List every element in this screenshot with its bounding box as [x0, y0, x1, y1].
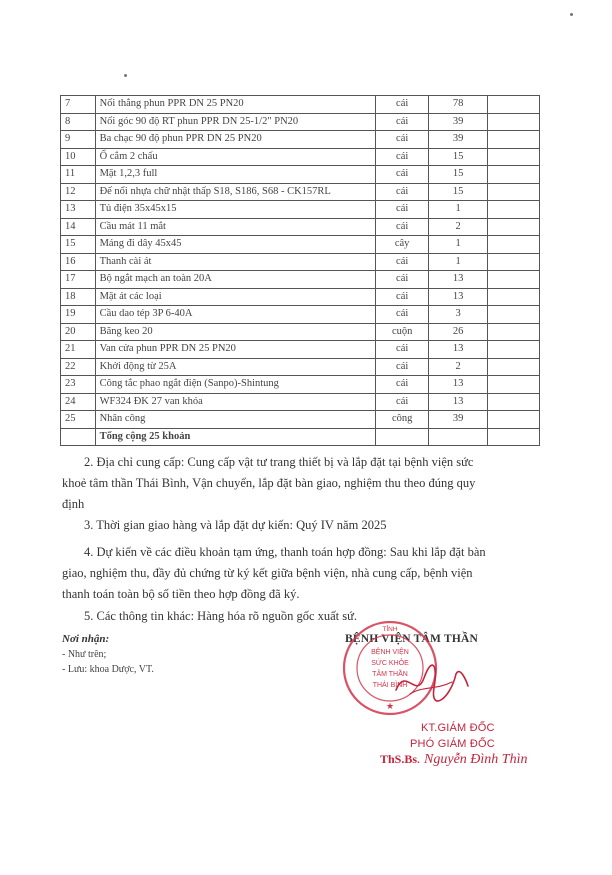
- note-cell: [487, 131, 539, 149]
- total-label: Tổng cộng 25 khoản: [95, 428, 376, 446]
- svg-text:★: ★: [385, 701, 395, 711]
- unit-cell: cái: [376, 253, 429, 271]
- note-cell: [487, 323, 539, 341]
- table-row: [61, 323, 540, 341]
- quantity-cell: 13: [429, 271, 488, 289]
- quantity-cell: 39: [429, 131, 488, 149]
- row-number-cell: 17: [61, 271, 96, 289]
- note-cell: [487, 358, 539, 376]
- table-row: [61, 113, 540, 131]
- row-number-cell: 19: [61, 306, 96, 324]
- unit-cell: cái: [376, 376, 429, 394]
- unit-cell: cái: [376, 271, 429, 289]
- quantity-cell: 13: [429, 341, 488, 359]
- items-table: [60, 95, 540, 446]
- table-row: [61, 393, 540, 411]
- unit-cell: cuộn: [376, 323, 429, 341]
- unit-cell: cái: [376, 131, 429, 149]
- note-cell: [487, 271, 539, 289]
- recipient-line: - Như trên;: [62, 649, 107, 660]
- unit-cell: cái: [376, 341, 429, 359]
- unit-cell: cái: [376, 148, 429, 166]
- row-number-cell: 8: [61, 113, 96, 131]
- item-name-cell: Công tắc phao ngắt điện (Sanpo)-Shintung: [95, 376, 376, 394]
- quantity-cell: 1: [429, 253, 488, 271]
- row-number-cell: 20: [61, 323, 96, 341]
- table-row: [61, 341, 540, 359]
- note-cell: [487, 288, 539, 306]
- unit-cell: cái: [376, 201, 429, 219]
- table-row: [61, 306, 540, 324]
- row-number-cell: 15: [61, 236, 96, 254]
- recipients-title: Nơi nhận:: [62, 633, 110, 645]
- quantity-cell: 2: [429, 218, 488, 236]
- item-name-cell: WF324 ĐK 27 van khóa: [95, 393, 376, 411]
- quantity-cell: 3: [429, 306, 488, 324]
- row-number-cell: 22: [61, 358, 96, 376]
- paragraph-delivery-address-line3: định: [62, 497, 85, 511]
- note-cell: [487, 183, 539, 201]
- note-cell: [487, 96, 539, 114]
- row-number-cell: 10: [61, 148, 96, 166]
- signer-name-block: ThS.Bs. Nguyễn Đình Thìn: [380, 752, 528, 767]
- unit-cell: công: [376, 411, 429, 429]
- table-row: [61, 236, 540, 254]
- quantity-cell: 1: [429, 236, 488, 254]
- svg-text:BỆNH VIỆN: BỆNH VIỆN: [371, 649, 409, 656]
- table-row: [61, 131, 540, 149]
- row-number-cell: 23: [61, 376, 96, 394]
- row-number-cell: 13: [61, 201, 96, 219]
- table-row: [61, 376, 540, 394]
- table-row: [61, 358, 540, 376]
- unit-cell: cái: [376, 166, 429, 184]
- item-name-cell: Nối góc 90 độ RT phun PPR DN 25-1/2" PN20: [95, 113, 376, 131]
- row-number-cell: 9: [61, 131, 96, 149]
- table-row: [61, 183, 540, 201]
- item-name-cell: Thanh cài át: [95, 253, 376, 271]
- handwritten-signature: [392, 660, 472, 705]
- note-cell: [487, 148, 539, 166]
- item-name-cell: Khởi động từ 25A: [95, 358, 376, 376]
- signer-role-line2: PHÓ GIÁM ĐỐC: [410, 738, 495, 750]
- svg-text:SỨC KHỎE: SỨC KHỎE: [371, 660, 409, 667]
- unit-cell: cây: [376, 236, 429, 254]
- row-number-cell: 25: [61, 411, 96, 429]
- unit-cell: cái: [376, 218, 429, 236]
- quantity-cell: 15: [429, 183, 488, 201]
- unit-cell: cái: [376, 358, 429, 376]
- svg-text:TỈNH: TỈNH: [382, 626, 398, 633]
- table-row: [61, 271, 540, 289]
- item-name-cell: Nhân công: [95, 411, 376, 429]
- total-empty-cell: [376, 428, 429, 446]
- item-name-cell: Máng đi dây 45x45: [95, 236, 376, 254]
- scan-speck: [124, 74, 127, 77]
- item-name-cell: Băng keo 20: [95, 323, 376, 341]
- unit-cell: cái: [376, 393, 429, 411]
- note-cell: [487, 306, 539, 324]
- row-number-cell: 14: [61, 218, 96, 236]
- scan-speck: [570, 13, 573, 16]
- table-row: [61, 218, 540, 236]
- quantity-cell: 15: [429, 148, 488, 166]
- unit-cell: cái: [376, 113, 429, 131]
- row-number-cell: 12: [61, 183, 96, 201]
- row-number-cell: 21: [61, 341, 96, 359]
- note-cell: [487, 236, 539, 254]
- note-cell: [487, 218, 539, 236]
- paragraph-other-info: 5. Các thông tin khác: Hàng hóa rõ nguồn gốc xuất sứ.: [84, 609, 358, 623]
- item-name-cell: Đế nổi nhựa chữ nhật thấp S18, S186, S68 - CK157RL: [95, 183, 376, 201]
- total-empty-cell: [429, 428, 488, 446]
- note-cell: [487, 376, 539, 394]
- item-name-cell: Bộ ngắt mạch an toàn 20A: [95, 271, 376, 289]
- note-cell: [487, 411, 539, 429]
- note-cell: [487, 113, 539, 131]
- quantity-cell: 2: [429, 358, 488, 376]
- paragraph-payment-terms-line3: thanh toán toàn bộ số tiền theo hợp đồng đã ký.: [62, 587, 300, 601]
- paragraph-delivery-address-line2: khoẻ tâm thần Thái Bình, Vận chuyển, lắp đặt bàn giao, nghiệm thu theo đúng quy: [62, 476, 476, 490]
- items-table-body: [61, 96, 540, 446]
- paragraph-payment-terms-line2: giao, nghiệm thu, đầy đủ chứng từ ký kết giữa bệnh viện, nhà cung cấp, bệnh viện: [62, 566, 473, 580]
- quantity-cell: 78: [429, 96, 488, 114]
- note-cell: [487, 201, 539, 219]
- note-cell: [487, 393, 539, 411]
- quantity-cell: 39: [429, 411, 488, 429]
- item-name-cell: Nối thẳng phun PPR DN 25 PN20: [95, 96, 376, 114]
- table-row: [61, 253, 540, 271]
- total-row: [61, 428, 540, 446]
- paragraph-delivery-time: 3. Thời gian giao hàng và lắp đặt dự kiến: Quý IV năm 2025: [84, 518, 387, 532]
- svg-text:TÂM THẦN: TÂM THẦN: [372, 671, 408, 678]
- item-name-cell: Cầu mát 11 mắt: [95, 218, 376, 236]
- row-number-cell: 16: [61, 253, 96, 271]
- unit-cell: cái: [376, 183, 429, 201]
- item-name-cell: Van cửa phun PPR DN 25 PN20: [95, 341, 376, 359]
- paragraph-delivery-address-line1: 2. Địa chỉ cung cấp: Cung cấp vật tư trang thiết bị và lắp đặt tại bệnh viện sức: [84, 455, 474, 469]
- row-number-cell: 24: [61, 393, 96, 411]
- table-row: [61, 201, 540, 219]
- item-name-cell: Ổ cắm 2 chấu: [95, 148, 376, 166]
- unit-cell: cái: [376, 96, 429, 114]
- quantity-cell: 13: [429, 393, 488, 411]
- table-row: [61, 96, 540, 114]
- item-name-cell: Tủ điện 35x45x15: [95, 201, 376, 219]
- quantity-cell: 39: [429, 113, 488, 131]
- quantity-cell: 13: [429, 288, 488, 306]
- note-cell: [487, 166, 539, 184]
- row-number-cell: 7: [61, 96, 96, 114]
- table-row: [61, 166, 540, 184]
- quantity-cell: 26: [429, 323, 488, 341]
- recipient-line: - Lưu: khoa Dược, VT.: [62, 664, 154, 675]
- item-name-cell: Mặt át các loại: [95, 288, 376, 306]
- row-number-cell: 11: [61, 166, 96, 184]
- table-row: [61, 411, 540, 429]
- signer-title: ThS.Bs: [380, 752, 418, 766]
- signer-name: Nguyễn Đình Thìn: [424, 752, 528, 767]
- total-empty-cell: [61, 428, 96, 446]
- note-cell: [487, 253, 539, 271]
- total-empty-cell: [487, 428, 539, 446]
- item-name-cell: Cầu dao tép 3P 6-40A: [95, 306, 376, 324]
- quantity-cell: 13: [429, 376, 488, 394]
- quantity-cell: 15: [429, 166, 488, 184]
- quantity-cell: 1: [429, 201, 488, 219]
- table-row: [61, 148, 540, 166]
- item-name-cell: Ba chạc 90 độ phun PPR DN 25 PN20: [95, 131, 376, 149]
- table-row: [61, 288, 540, 306]
- note-cell: [487, 341, 539, 359]
- unit-cell: cái: [376, 288, 429, 306]
- unit-cell: cái: [376, 306, 429, 324]
- signing-organization: BỆNH VIỆN TÂM THẦN: [345, 633, 479, 645]
- row-number-cell: 18: [61, 288, 96, 306]
- paragraph-payment-terms-line1: 4. Dự kiến về các điều khoản tạm ứng, thanh toán hợp đồng: Sau khi lắp đặt bàn: [84, 545, 486, 559]
- svg-text:THÁI BÌNH: THÁI BÌNH: [372, 682, 408, 689]
- item-name-cell: Mặt 1,2,3 full: [95, 166, 376, 184]
- signer-role-line1: KT.GIÁM ĐỐC: [421, 722, 495, 734]
